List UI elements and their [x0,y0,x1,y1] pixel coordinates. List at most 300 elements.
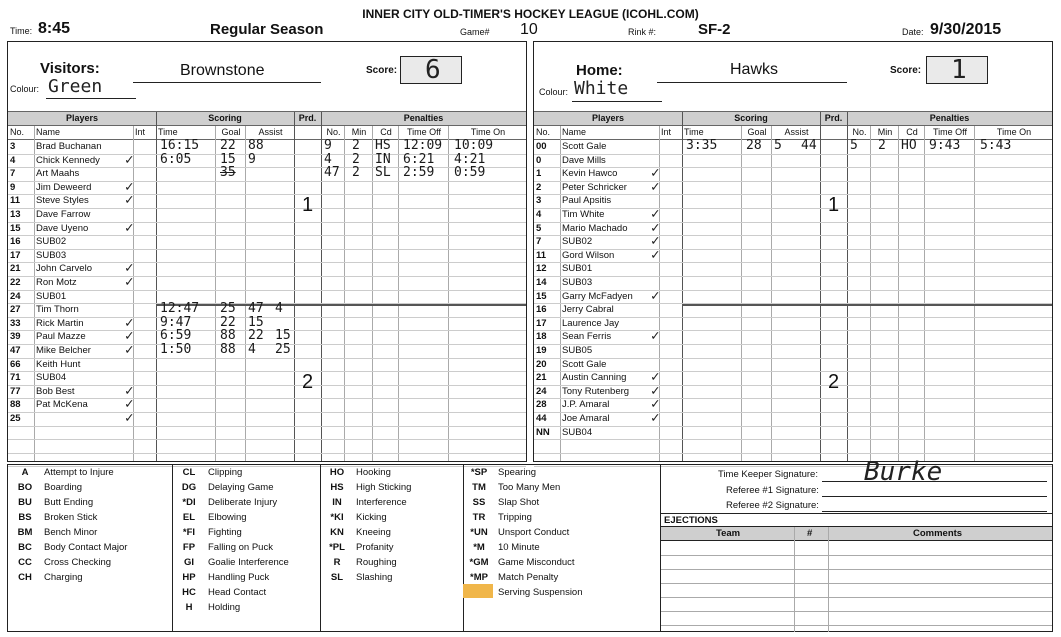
legend-code: BO [17,482,33,493]
v-vline-10 [448,126,449,461]
h-hline-22 [534,453,1052,454]
h-pen-code: HO [901,138,917,153]
legend-desc: Body Contact Major [44,542,128,553]
legend-code: HS [330,482,344,493]
h-player-no: 11 [536,249,547,261]
h-col-time_on-10: Time On [996,127,1032,137]
legend-desc: Cross Checking [44,557,112,568]
legend-code: FP [182,542,196,553]
v-col-cd-8: Cd [380,127,392,137]
h-player-no: 20 [536,358,547,370]
legend-entry [174,497,277,508]
h-player-int-check: ✓ [651,165,660,182]
h-player-name: Joe Amaral [562,413,610,424]
h-player-no: 15 [536,290,547,302]
h-player-no: 5 [536,222,542,234]
legend-desc: Charging [44,572,83,583]
v-player-no: 39 [10,331,21,343]
v-player-no: 71 [10,372,21,384]
v-goal-scorer: 25 [220,301,236,317]
v-hline-22 [8,453,526,454]
h-player-no: 18 [536,331,547,343]
legend-code: *MP [470,572,488,583]
legend-desc: Profanity [356,542,394,553]
v-player-no: 7 [10,168,16,180]
h-col-name-1: Name [562,127,587,137]
v-player-name: Chick Kennedy [36,154,100,166]
home-table [534,111,1052,461]
v-vline-7 [344,126,345,461]
legend-desc: Game Misconduct [498,557,575,568]
legend-desc: Match Penalty [498,572,559,583]
home-score-label: Score: [890,65,922,76]
h-penalties-header: Penalties [929,113,970,123]
legend-code: BC [18,542,32,553]
legend-code: HC [182,587,196,598]
legend-desc: Delaying Game [208,482,274,493]
visitors-label: Visitors: [40,60,100,77]
h-player-no: 0 [536,154,542,166]
h-goal-assist: 5 [774,138,782,153]
game-date: 9/30/2015 [930,21,1002,38]
v-col-no-6: No. [326,127,341,137]
h-pen-on: 5:43 [980,138,1012,153]
legend-code: *GM [469,557,489,568]
legend-entry [464,497,539,508]
season-label: Regular Season [210,21,324,38]
legend-desc: Head Contact [208,587,267,598]
v-goal-scorer: 15 [220,151,236,167]
legend-code: *SP [470,467,488,478]
v-col-min-7: Min [351,127,367,137]
legend-desc: Holding [208,602,241,613]
v-player-no: 47 [10,345,21,356]
legend-entry [10,542,127,553]
home-team: Hawks [730,61,779,78]
v-goal-assist: 88 [248,138,264,153]
h-player-name: Scott Gale [562,141,607,152]
h-player-name: SUB01 [562,263,593,275]
legend-desc: Goalie Interference [208,557,289,568]
h-pen-off: 9:43 [929,138,961,153]
v-player-no: 88 [10,399,21,411]
v-player-int-check: ✓ [125,342,134,358]
legend-desc: Handling Puck [208,572,270,583]
legend-entry [174,557,289,568]
v-goal-time: 6:05 [160,151,192,167]
legend-code: BU [18,497,32,508]
v-player-no: 24 [10,290,21,302]
h-vline-5 [820,112,821,461]
v-period-1: 1 [301,194,314,217]
v-player-no: 11 [10,195,21,207]
h-player-no: 12 [536,263,547,275]
h-player-name: SUB05 [562,345,593,356]
v-player-no: 77 [10,385,21,397]
v-pen-code: SL [375,165,391,181]
h-vline-3 [741,126,742,461]
v-player-name: John Carvelo [36,263,92,275]
rink-number: SF-2 [698,21,731,38]
h-player-int-check: ✓ [651,246,660,263]
v-col-assist-5: Assist [258,127,283,137]
h-player-int-check: ✓ [651,369,660,386]
visitors-table [8,111,526,461]
h-player-no: 44 [536,413,547,424]
v-col-name-1: Name [36,127,61,137]
ref2-sig-label: Referee #2 Signature: [726,500,819,511]
v-col-time-3: Time [158,127,178,137]
h-col-time_off-9: Time Off [932,127,967,137]
h-pen-min: 2 [878,138,886,153]
v-player-int-check: ✓ [125,274,134,290]
legend-desc: Deliberate Injury [208,497,278,508]
v-vline-8 [372,126,373,461]
h-player-no: 4 [536,209,542,220]
v-vline-3 [215,126,216,461]
legend-entry [174,512,247,523]
h-player-int-check: ✓ [651,396,660,413]
league-title: INNER CITY OLD-TIMER'S HOCKEY LEAGUE (ICOHL.COM) [362,7,699,21]
legend-code: *DI [182,497,196,508]
h-vline-8 [898,126,899,461]
legend-code: *PL [329,542,345,553]
legend-entry [322,497,407,508]
v-player-name: SUB04 [36,372,67,384]
game-label: Game# [460,27,490,37]
v-period-separator [156,304,526,306]
visitors-score-box [400,56,462,84]
legend-desc: Tripping [498,512,532,523]
legend-entry [464,512,532,523]
v-pen-on: 10:09 [454,138,494,153]
v-player-no: 9 [10,181,16,193]
v-goal-assist: 47 [248,301,264,317]
v-player-name: Dave Uyeno [36,222,89,234]
v-goal-time: 12:47 [160,301,200,317]
h-goal-time: 3:35 [686,138,718,153]
h-period-2: 2 [827,371,840,394]
game-time: 8:45 [38,20,71,37]
ejection-row-line [661,597,1052,598]
ejections-team-header: Team [716,528,741,539]
legend-code: IN [332,497,342,508]
h-player-no: 2 [536,181,542,193]
v-pen-min: 2 [352,165,360,181]
h-prd-header: Prd. [824,113,843,123]
v-pen-on: 4:21 [454,151,486,167]
v-goal-assist2: 4 [275,301,283,317]
v-player-name: Ron Motz [36,277,77,288]
v-player-int-check: ✓ [125,192,134,209]
footer-panel [7,457,1053,632]
v-vline-2 [156,112,157,461]
v-player-no: 16 [10,236,21,248]
v-pen-min: 2 [352,138,360,153]
v-player-no: 25 [10,413,21,424]
visitors-score: 6 [425,55,441,85]
v-player-no: 17 [10,249,21,261]
h-player-no: 21 [536,372,547,384]
legend-entry [10,527,97,538]
v-pen-no: 4 [324,151,332,167]
legend-code: HP [182,572,196,583]
legend-desc: Too Many Men [498,482,561,493]
ejections-header [661,527,1052,541]
v-goal-time: 9:47 [160,314,192,330]
legend-entry [464,482,560,493]
h-player-name: Peter Schricker [562,181,627,193]
v-col-no-0: No. [10,127,25,137]
v-scoring-header: Scoring [208,113,242,123]
legend-entry [322,542,394,553]
v-pen-no: 47 [324,165,340,181]
sheet-header [0,0,1061,40]
h-period-separator [682,304,1052,306]
v-player-int-check: ✓ [125,260,134,277]
legend-desc: Fighting [208,527,242,538]
legend-code: SS [472,497,486,508]
v-goal-scorer: 35 [220,165,236,181]
legend-desc: Spearing [498,467,537,478]
h-player-name: Jerry Cabral [562,304,614,316]
legend-entry [174,527,242,538]
v-col-time_on-10: Time On [470,127,506,137]
ejection-row-line [661,611,1052,612]
home-label: Home: [576,62,623,79]
ejection-col-line [794,527,795,632]
h-players-header: Players [591,113,625,123]
v-pen-off: 12:09 [403,138,443,153]
legend-desc: Serving Suspension [498,587,583,598]
legend-entry [322,512,387,523]
legend-code: R [333,557,341,568]
v-hline-20 [8,426,526,427]
ejection-row-line [661,625,1052,626]
h-player-name: Tim White [562,209,605,220]
h-goal-assist2: 44 [801,138,817,153]
h-player-int-check: ✓ [651,382,660,399]
h-goal-scorer: 28 [746,138,762,153]
legend-entry [322,572,392,583]
v-hline-21 [8,439,526,440]
v-pen-min: 2 [352,151,360,167]
legend-entry [10,482,82,493]
home-score-box [926,56,988,84]
h-col-int-2: Int [661,127,672,137]
ejections-title: EJECTIONS [664,515,718,526]
legend-code: *M [473,542,485,553]
v-col-goal-4: Goal [221,127,241,137]
h-col-assist-5: Assist [784,127,809,137]
v-player-int-check: ✓ [125,219,134,236]
v-penalties-header: Penalties [403,113,444,123]
h-player-name: Kevin Hawco [562,168,618,180]
legend-code: KN [330,527,344,538]
legend-desc: Unsport Conduct [498,527,570,538]
v-players-header: Players [65,113,99,123]
v-player-name: Dave Farrow [36,209,91,220]
legend-desc: High Sticking [356,482,412,493]
h-vline-4 [771,126,772,461]
legend-entry [174,542,273,553]
legend-code: CC [18,557,32,568]
v-player-name: Mike Belcher [36,345,91,356]
v-pen-no: 9 [324,138,332,153]
legend-entry [322,527,391,538]
v-player-int-check: ✓ [125,410,134,426]
v-player-int-check: ✓ [125,151,134,168]
h-player-name: Gord Wilson [562,249,615,261]
legend-desc: Boarding [44,482,83,493]
h-vline-10 [974,126,975,461]
home-colour: White [574,78,629,99]
legend-code: BM [17,527,33,538]
legend-code: *FI [182,527,196,538]
legend-entry [464,542,540,553]
v-goal-assist: 22 [248,328,264,344]
visitors-team: Brownstone [180,62,265,79]
h-player-name: Garry McFadyen [562,290,633,302]
v-player-int-check: ✓ [125,382,134,399]
legend-entry [322,482,411,493]
legend-entry [322,557,397,568]
h-pen-no: 5 [850,138,858,153]
legend-entry [10,467,114,478]
legend-desc: Kneeing [356,527,391,538]
v-goal-time: 1:50 [160,342,192,357]
legend-entry [10,557,111,568]
h-player-no: 00 [536,141,547,152]
h-player-name: Scott Gale [562,358,607,370]
ejections-title-bar [661,513,1052,527]
timekeeper-sig-label: Time Keeper Signature: [718,469,818,480]
h-col-time-3: Time [684,127,704,137]
v-player-name: Jim Deweerd [36,181,92,193]
ejection-row-line [661,569,1052,570]
h-player-no: 24 [536,385,547,397]
h-player-name: SUB04 [562,426,593,438]
home-panel [533,41,1053,462]
legend-desc: Hooking [356,467,391,478]
legend-entry [464,557,575,568]
v-goal-assist: 4 [248,342,256,357]
h-player-no: 3 [536,195,542,207]
suspension-swatch [463,584,493,598]
legend-code: SL [330,572,344,583]
v-goal-assist: 15 [248,314,264,330]
h-player-name: SUB03 [562,277,593,288]
legend-entry [174,572,269,583]
ejections-num-header: # [807,528,813,539]
legend-desc: Clipping [208,467,243,478]
h-player-int-check: ✓ [651,219,660,236]
v-hline-19 [8,412,526,413]
v-vline-6 [321,112,322,461]
v-col-int-2: Int [135,127,146,137]
ejection-row-line [661,583,1052,584]
legend-entry [464,467,536,478]
v-vline-4 [245,126,246,461]
v-player-name: Brad Buchanan [36,141,102,152]
h-player-no: 19 [536,345,547,356]
h-player-name: Mario Machado [562,222,628,234]
v-vline-0 [34,126,35,461]
h-vline-6 [847,112,848,461]
legend-desc: Bench Minor [44,527,98,538]
h-vline-7 [870,126,871,461]
legend-code: TR [472,512,486,523]
h-player-int-check: ✓ [651,410,660,426]
h-vline-0 [560,126,561,461]
ejections-comments-header: Comments [913,528,963,539]
v-player-name: Bob Best [36,385,75,397]
legend-code: *KI [330,512,344,523]
v-player-int-check: ✓ [125,396,134,413]
v-player-no: 27 [10,304,21,316]
v-player-name: Pat McKena [36,399,88,411]
legend-desc: Broken Stick [44,512,98,523]
h-player-name: Austin Canning [562,372,627,384]
legend-code: CH [18,572,32,583]
legend-desc: Interference [356,497,407,508]
v-player-no: 33 [10,317,21,329]
h-player-no: 17 [536,317,547,329]
v-pen-off: 6:21 [403,151,435,167]
legend-code: H [185,602,193,613]
legend-entry [10,497,93,508]
v-player-no: 22 [10,277,21,288]
v-player-no: 15 [10,222,21,234]
legend-entry [10,572,83,583]
h-col-no-0: No. [536,127,551,137]
legend-code: EL [182,512,196,523]
h-player-no: 28 [536,399,547,411]
v-vline-9 [398,126,399,461]
h-player-no: 14 [536,277,547,288]
h-vline-2 [682,112,683,461]
legend-entry [322,467,391,478]
h-player-int-check: ✓ [651,178,660,195]
v-vline-5 [294,112,295,461]
legend-desc: Falling on Puck [208,542,273,553]
h-hline-21 [534,439,1052,440]
v-player-name: Keith Hunt [36,358,81,370]
legend-entry [464,572,558,583]
v-goal-scorer: 88 [220,328,236,344]
legend-entry [174,467,242,478]
visitors-colour: Green [48,76,103,97]
legend-desc: Attempt to Injure [44,467,114,478]
v-player-int-check: ✓ [125,314,134,331]
legend-code: *UN [470,527,488,538]
v-player-name: Tim Thorn [36,304,79,316]
h-col-cd-8: Cd [906,127,918,137]
h-player-int-check: ✓ [651,287,660,304]
visitors-panel [7,41,527,462]
legend-code: DG [181,482,197,493]
h-player-name: Paul Apsitis [562,195,612,207]
timekeeper-signature: Burke [864,457,943,487]
v-goal-time: 6:59 [160,328,192,344]
date-label: Date: [902,27,924,37]
v-player-name: SUB02 [36,236,67,248]
game-number: 10 [520,21,538,38]
h-player-name: Sean Ferris [562,331,612,343]
v-player-name: Paul Mazze [36,331,86,343]
h-col-goal-4: Goal [747,127,767,137]
v-period-2: 2 [301,371,314,394]
